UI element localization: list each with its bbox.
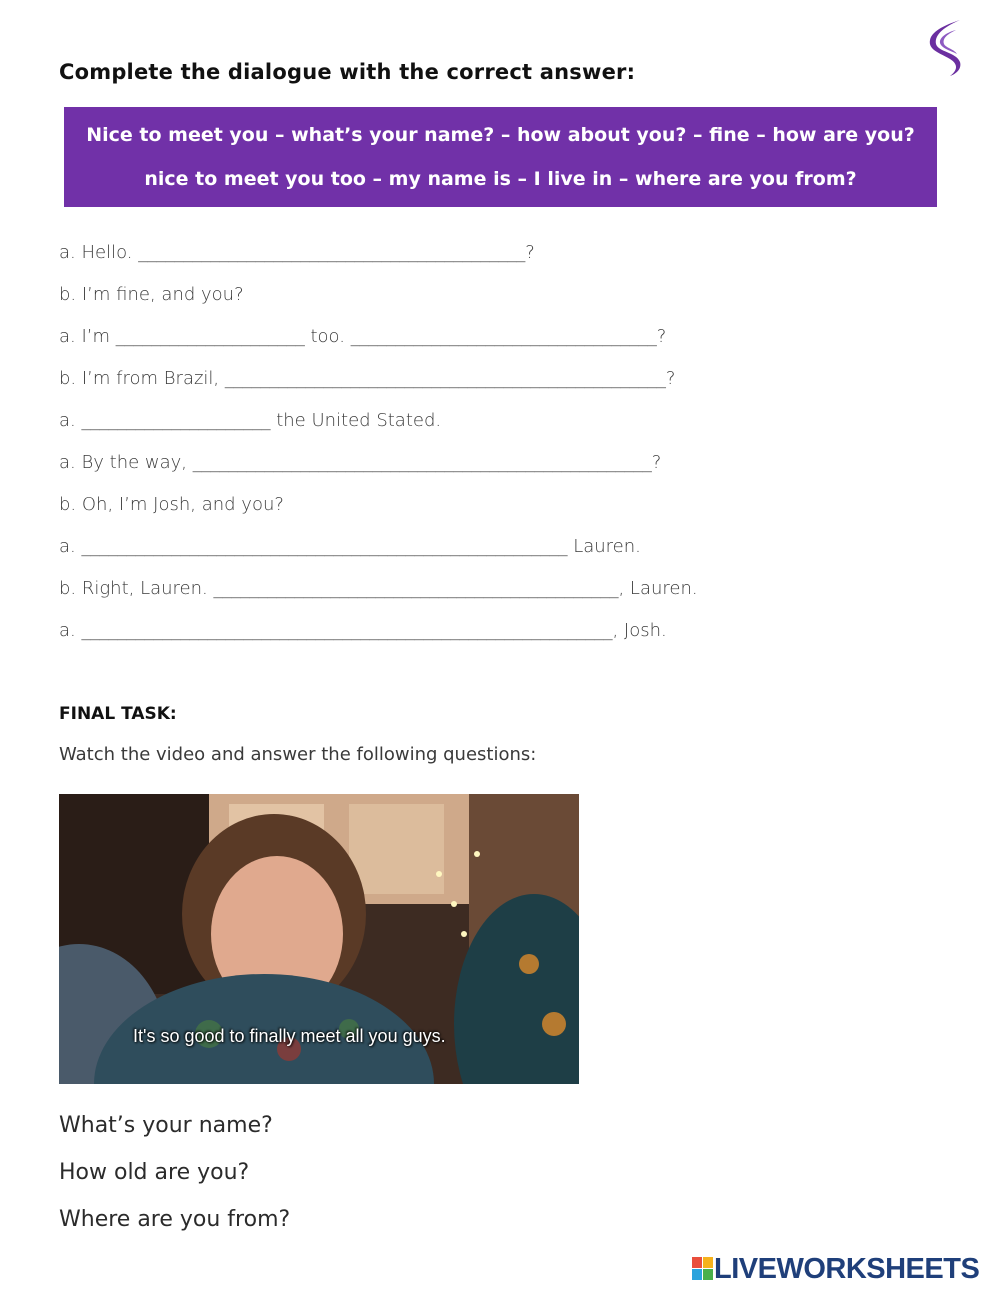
question-list [59,1110,290,1251]
dialogue-line: a. _____________________ the United Stated. [59,410,442,431]
question: What’s your name? [59,1113,273,1138]
dialogue-line: a. Hello. ___________________________________________? [59,242,535,263]
dialogue-line: a. I’m _____________________ too. __________________________________? [59,326,667,347]
dialogue-line: b. I’m fine, and you? [59,284,244,305]
dialogue-line: b. Right, Lauren. _____________________________________________, Lauren. [59,578,698,599]
question: Where are you from? [59,1207,291,1232]
dialogue-list [59,239,698,659]
brand-name: LIVEWORKSHEETS [714,1252,980,1285]
page-title: Complete the dialogue with the correct answer: [59,60,636,84]
liveworksheets-logo-icon [692,1257,714,1281]
question: How old are you? [59,1160,250,1185]
video-still[interactable] [59,794,579,1084]
word-bank-line: Nice to meet you – what’s your name? – how about you? – fine – how are you? [86,124,915,146]
final-task-title: FINAL TASK: [59,704,177,724]
dialogue-line: b. Oh, I’m Josh, and you? [59,494,284,515]
brand-swirl-logo-icon [926,16,968,78]
dialogue-line: a. ___________________________________________________________, Josh. [59,620,667,641]
word-bank-line: nice to meet you too – my name is – I live in – where are you from? [144,168,857,190]
liveworksheets-brand[interactable] [692,1253,979,1285]
video-caption: It's so good to finally meet all you guys. [133,1026,446,1046]
word-bank [64,107,937,207]
dialogue-line: a. By the way, ___________________________________________________? [59,452,662,473]
final-task-instruction: Watch the video and answer the following questions: [59,744,537,765]
dialogue-line: a. ______________________________________________________ Lauren. [59,536,641,557]
dialogue-line: b. I’m from Brazil, _________________________________________________? [59,368,676,389]
